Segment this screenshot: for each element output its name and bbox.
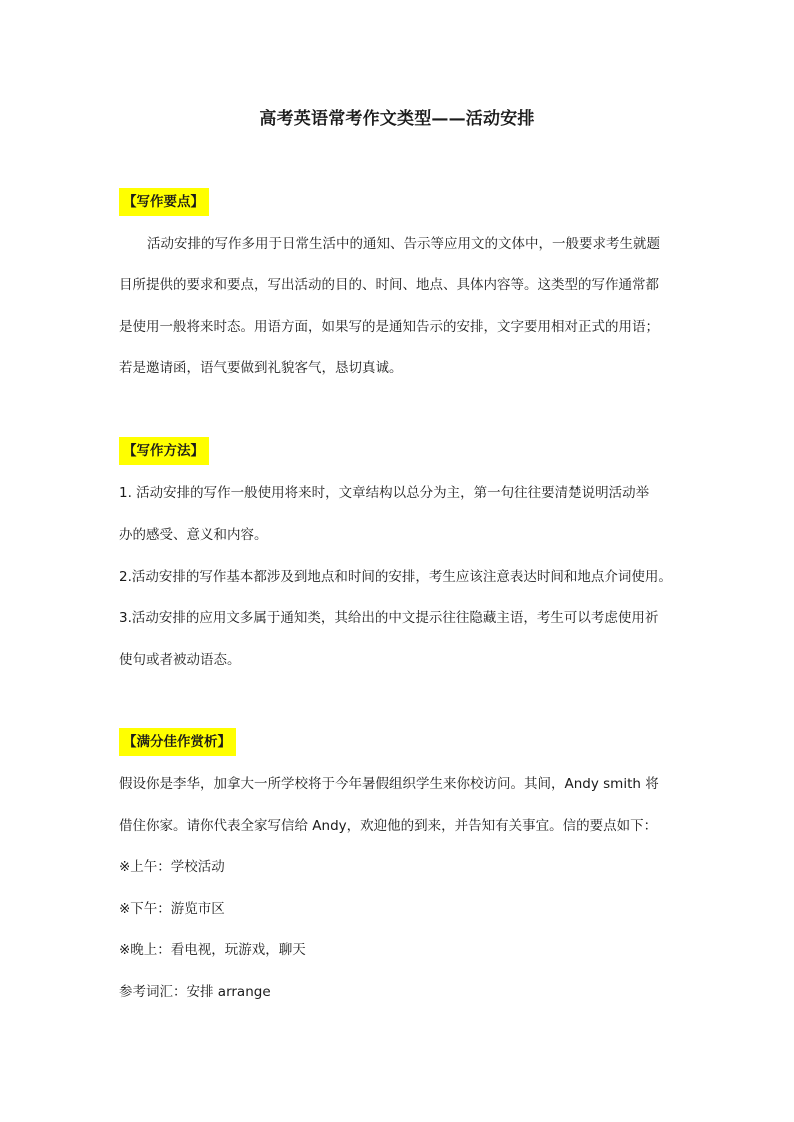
paragraph-line: 活动安排的写作多用于日常生活中的通知、告示等应用文的文体中，一般要求考生就题 <box>147 236 660 252</box>
section-label-model-essay: 【满分佳作赏析】 <box>119 728 236 756</box>
paragraph-line: 若是邀请函，语气要做到礼貌客气，恳切真诚。 <box>119 360 403 376</box>
paragraph-line: 假设你是李华，加拿大一所学校将于今年暑假组织学生来你校访问。其间，Andy smith 将 <box>119 776 659 792</box>
paragraph-line: 3.活动安排的应用文多属于通知类，其给出的中文提示往往隐藏主语，考生可以考虑使用祈 <box>119 610 659 626</box>
paragraph-line: 参考词汇：安排 arrange <box>119 984 271 1000</box>
paragraph-line: ※晚上：看电视，玩游戏，聊天 <box>119 942 306 958</box>
paragraph-line: 使句或者被动语态。 <box>119 652 241 668</box>
paragraph-line: 2.活动安排的写作基本都涉及到地点和时间的安排，考生应该注意表达时间和地点介词使用。 <box>119 569 672 585</box>
paragraph-line: 办的感受、意义和内容。 <box>119 527 268 543</box>
paragraph-line: 借住你家。请你代表全家写信给 Andy，欢迎他的到来，并告知有关事宜。信的要点如下： <box>119 818 658 834</box>
paragraph-line: 是使用一般将来时态。用语方面，如果写的是通知告示的安排，文字要用相对正式的用语； <box>119 319 659 335</box>
page-title: 高考英语常考作文类型——活动安排 <box>259 109 535 129</box>
section-label-writing-methods: 【写作方法】 <box>119 437 209 465</box>
paragraph-line: 目所提供的要求和要点，写出活动的目的、时间、地点、具体内容等。这类型的写作通常都 <box>119 277 659 293</box>
section-label-writing-points: 【写作要点】 <box>119 188 209 216</box>
paragraph-line: ※下午：游览市区 <box>119 901 225 917</box>
paragraph-line: ※上午：学校活动 <box>119 859 225 875</box>
paragraph-line: 1. 活动安排的写作一般使用将来时，文章结构以总分为主，第一句往往要清楚说明活动举 <box>119 485 650 501</box>
